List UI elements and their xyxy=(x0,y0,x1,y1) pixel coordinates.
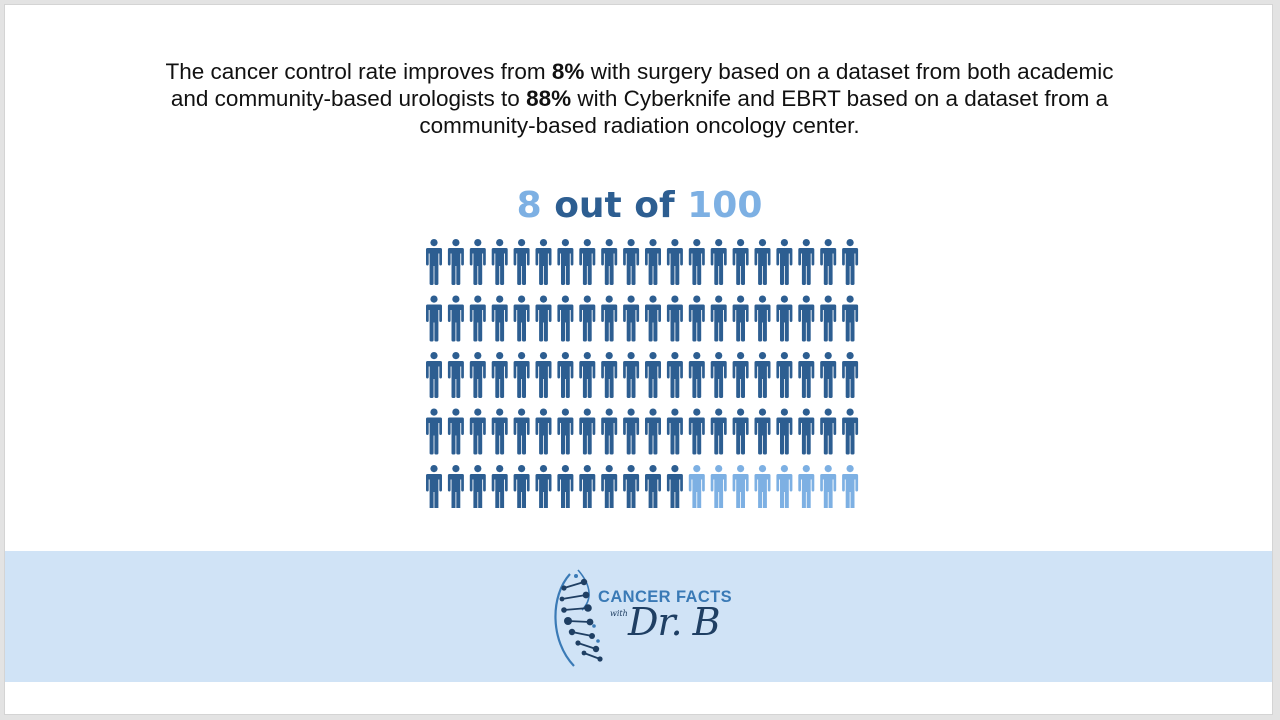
person-icon-dark xyxy=(557,352,573,398)
person-icon-dark xyxy=(470,465,486,508)
stat-count: 8 xyxy=(516,185,542,226)
headline xyxy=(145,58,1134,139)
person-icon-dark xyxy=(645,352,661,398)
person-icon-dark xyxy=(470,352,486,398)
person-icon-dark xyxy=(798,296,814,342)
cancer-facts-logo xyxy=(552,566,732,672)
person-icon-dark xyxy=(689,352,705,398)
person-icon-light xyxy=(776,465,792,508)
person-icon-dark xyxy=(557,409,573,455)
person-icon-dark xyxy=(514,239,530,285)
person-icon-dark xyxy=(579,409,595,455)
person-icon-dark xyxy=(579,239,595,285)
logo-with: with xyxy=(610,609,628,618)
person-icon-dark xyxy=(426,296,442,342)
person-icon-dark xyxy=(689,239,705,285)
person-icon-dark xyxy=(579,352,595,398)
person-icon-dark xyxy=(733,296,749,342)
person-icon-dark xyxy=(492,352,508,398)
person-icon-dark xyxy=(798,409,814,455)
person-icon-dark xyxy=(820,239,836,285)
headline-surgery-rate: 8% xyxy=(551,59,585,84)
person-icon-dark xyxy=(557,465,573,508)
person-icon-dark xyxy=(536,409,552,455)
person-icon-dark xyxy=(492,465,508,508)
person-icon-dark xyxy=(820,296,836,342)
person-icon-dark xyxy=(689,296,705,342)
logo-title: CANCER FACTS xyxy=(598,588,733,606)
person-icon-dark xyxy=(536,239,552,285)
person-icon-dark xyxy=(601,409,617,455)
person-icon-dark xyxy=(820,352,836,398)
person-icon-dark xyxy=(448,465,464,508)
person-icon-dark xyxy=(755,352,771,398)
dna-helix-icon xyxy=(552,566,612,672)
person-icon-dark xyxy=(470,409,486,455)
person-icon-dark xyxy=(645,409,661,455)
person-icon-dark xyxy=(842,409,858,455)
person-icon-dark xyxy=(536,296,552,342)
person-icon-dark xyxy=(492,239,508,285)
person-icon-dark xyxy=(601,465,617,508)
person-icon-dark xyxy=(492,296,508,342)
person-icon-dark xyxy=(579,296,595,342)
person-icon-dark xyxy=(536,352,552,398)
person-icon-dark xyxy=(776,296,792,342)
headline-text-3: with Cyberknife and EBRT based on a dataset from a community-based radiation oncology center. xyxy=(419,86,1109,138)
person-icon-dark xyxy=(448,409,464,455)
person-icon-dark xyxy=(842,239,858,285)
person-icon-dark xyxy=(448,352,464,398)
person-icon-dark xyxy=(645,296,661,342)
person-icon-dark xyxy=(623,409,639,455)
person-icon-dark xyxy=(557,296,573,342)
person-icon-dark xyxy=(733,409,749,455)
headline-text-1: The cancer control rate improves from xyxy=(165,59,552,84)
person-icon-dark xyxy=(667,296,683,342)
slide xyxy=(4,4,1273,715)
person-icon-light xyxy=(755,465,771,508)
stat-total: 100 xyxy=(687,185,763,226)
person-icon-dark xyxy=(842,296,858,342)
person-icon-light xyxy=(820,465,836,508)
person-icon-dark xyxy=(776,409,792,455)
person-icon-dark xyxy=(557,239,573,285)
person-icon-dark xyxy=(645,239,661,285)
logo-signature: Dr. B xyxy=(628,600,720,644)
person-icon-dark xyxy=(733,352,749,398)
person-icon-dark xyxy=(448,239,464,285)
person-icon-light xyxy=(798,465,814,508)
footer-band xyxy=(5,551,1273,682)
person-icon-dark xyxy=(776,239,792,285)
person-icon-dark xyxy=(601,296,617,342)
big-stat xyxy=(5,183,1273,229)
person-icon-dark xyxy=(514,296,530,342)
person-icon-light xyxy=(689,465,705,508)
stat-middle: out of xyxy=(541,185,688,226)
person-icon-dark xyxy=(798,352,814,398)
person-icon-dark xyxy=(755,296,771,342)
person-icon-dark xyxy=(667,352,683,398)
person-icon-dark xyxy=(798,239,814,285)
person-icon-light xyxy=(842,465,858,508)
person-icon-dark xyxy=(711,352,727,398)
person-icon-dark xyxy=(514,409,530,455)
person-icon-light xyxy=(711,465,727,508)
person-icon-dark xyxy=(470,296,486,342)
person-icon-dark xyxy=(470,239,486,285)
person-icon-dark xyxy=(711,296,727,342)
person-icon-dark xyxy=(689,409,705,455)
person-icon-dark xyxy=(711,239,727,285)
person-icon-dark xyxy=(623,239,639,285)
person-icon-dark xyxy=(601,239,617,285)
person-icon-dark xyxy=(623,352,639,398)
person-icon-dark xyxy=(645,465,661,508)
person-icon-dark xyxy=(492,409,508,455)
person-icon-dark xyxy=(601,352,617,398)
person-icon-dark xyxy=(426,465,442,508)
person-icon-light xyxy=(733,465,749,508)
headline-text-2: with surgery based on a dataset from both academic and community-based urologists to xyxy=(170,59,1114,111)
person-icon-dark xyxy=(426,239,442,285)
person-icon-dark xyxy=(755,409,771,455)
person-icon-dark xyxy=(514,352,530,398)
person-icon-dark xyxy=(733,239,749,285)
person-icon-dark xyxy=(448,296,464,342)
person-icon-dark xyxy=(536,465,552,508)
person-icon-dark xyxy=(667,409,683,455)
headline-radiation-rate: 88% xyxy=(526,86,572,111)
people-pictogram xyxy=(423,236,861,508)
person-icon-dark xyxy=(426,352,442,398)
people-pictogram-svg xyxy=(423,236,861,508)
person-icon-dark xyxy=(426,409,442,455)
person-icon-dark xyxy=(514,465,530,508)
person-icon-dark xyxy=(623,465,639,508)
person-icon-dark xyxy=(842,352,858,398)
person-icon-dark xyxy=(623,296,639,342)
person-icon-dark xyxy=(579,465,595,508)
person-icon-dark xyxy=(755,239,771,285)
person-icon-dark xyxy=(776,352,792,398)
person-icon-dark xyxy=(667,239,683,285)
person-icon-dark xyxy=(667,465,683,508)
person-icon-dark xyxy=(820,409,836,455)
person-icon-dark xyxy=(711,409,727,455)
